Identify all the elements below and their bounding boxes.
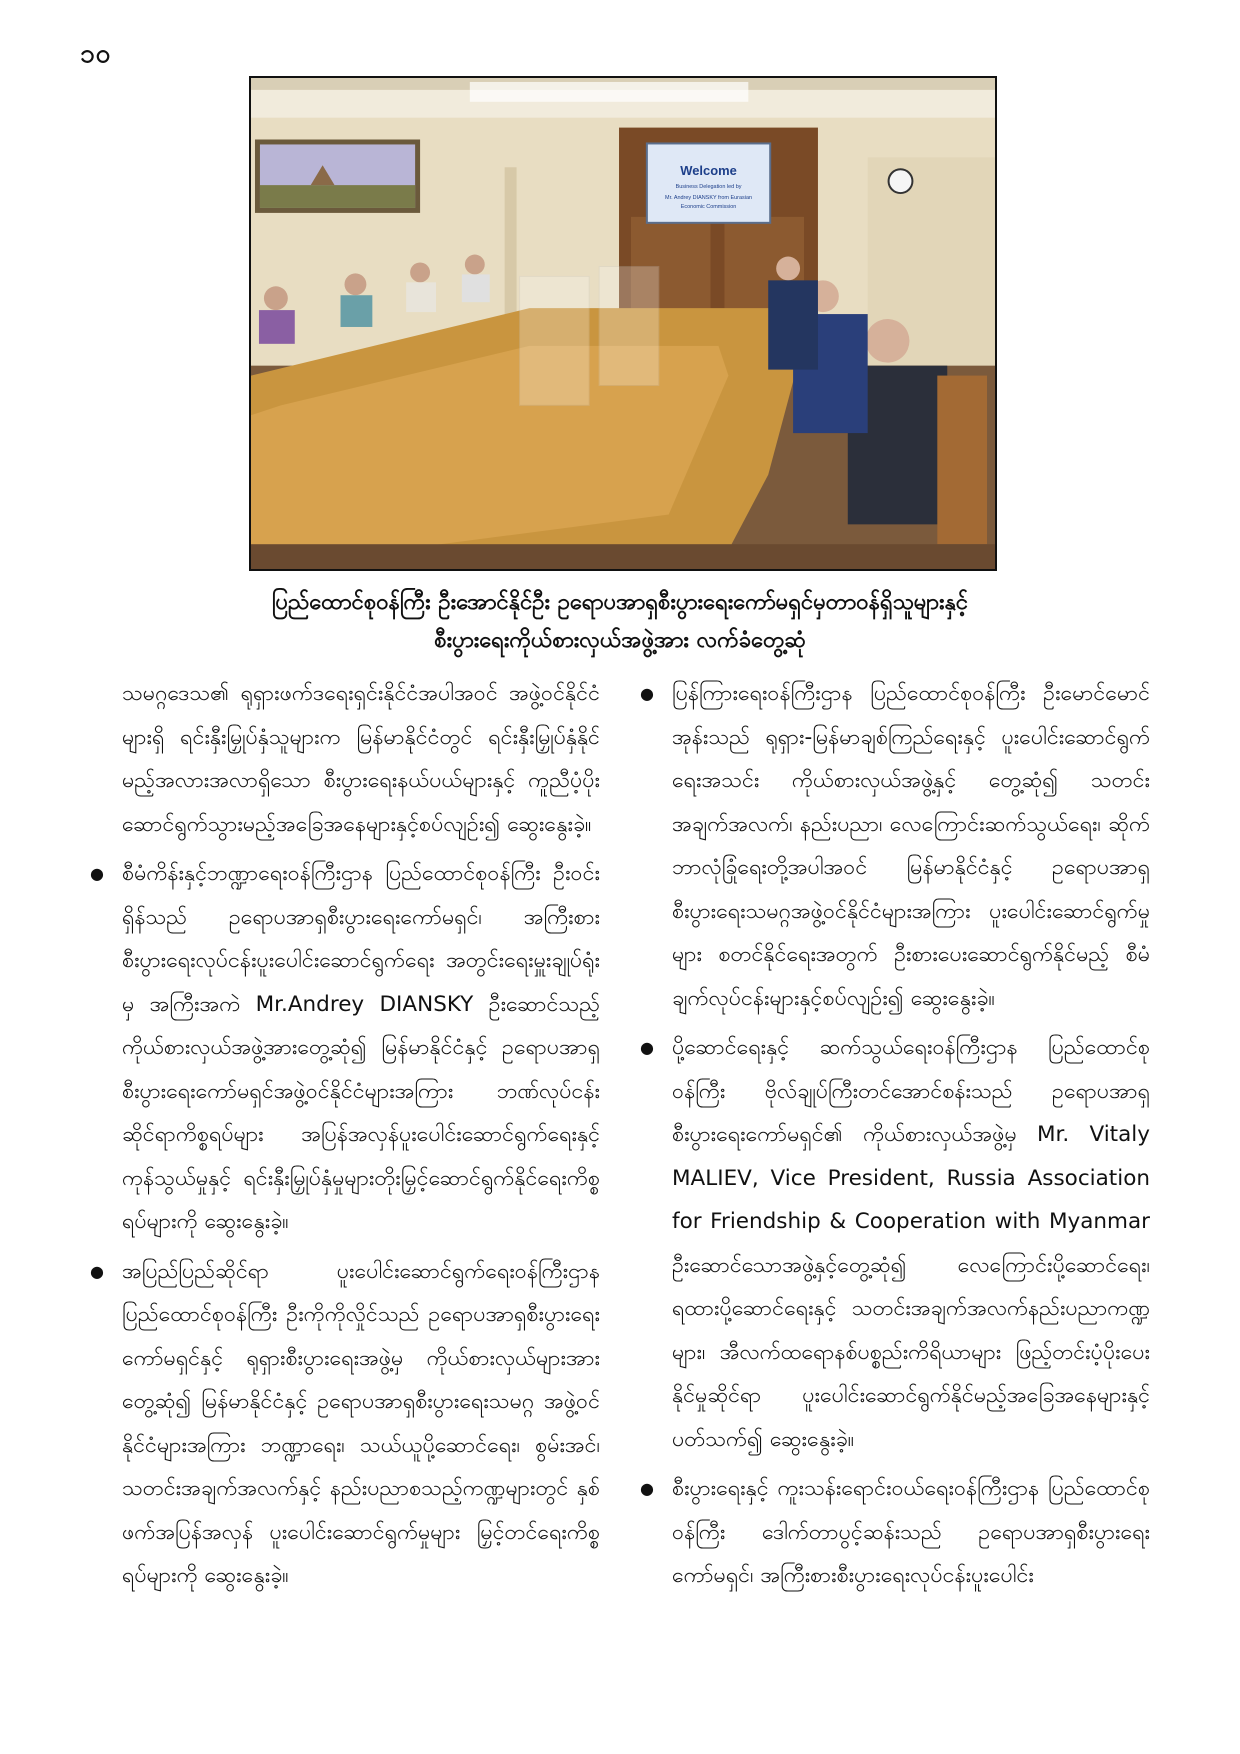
- bullet-paragraph-transport: ● ပို့ဆောင်ရေးနှင့် ဆက်သွယ်ရေးဝန်ကြီးဌာန ပြည်ထောင်စုဝန်ကြီး ဗိုလ်ချုပ်ကြီးတင်အောင်စန်းသည် ဥရောပအာရှစီးပွားရေးကော်မရှင်၏ ကိုယ်စားလှယ်အဖွဲ့မှ Mr. Vitaly MALIEV, Vice President, Russia Association for Friendship & Cooperation with Myanmar ဦးဆောင်သောအဖွဲ့နှင့်တွေ့ဆုံ၍ လေကြောင်းပို့ဆောင်ရေး၊ ရထားပို့ဆောင်ရေးနှင့် သတင်းအချက်အလက်နည်းပညာကဏ္ဍများ၊ အီလက်ထရောနစ်ပစ္စည်းကိရိယာများ ဖြည့်တင်းပံ့ပိုးပေးနိုင်မှုဆိုင်ရာ ပူးပေါင်းဆောင်ရွက်နိုင်မည့်အခြေအနေများနှင့်ပတ်သက်၍ ဆွေးနွေးခဲ့။: [640, 1026, 1150, 1461]
- wall-clock: [889, 169, 913, 193]
- caption-line-2: စီးပွားရေးကိုယ်စားလှယ်အဖွဲ့အား လက်ခံတွေ့ဆုံ: [434, 628, 806, 653]
- bullet-paragraph-planning-finance: ● စီမံကိန်းနှင့်ဘဏ္ဍာရေးဝန်ကြီးဌာန ပြည်ထောင်စုဝန်ကြီး ဦးဝင်းရှိန်သည် ဥရောပအာရှစီးပွားရေးကော်မရှင်၊ အကြီးစားစီးပွားရေးလုပ်ငန်းပူးပေါင်းဆောင်ရွက်ရေး အတွင်းရေးမှူးချုပ်ရုံးမှ အကြီးအကဲ Mr.Andrey DIANSKY ဦးဆောင်သည့်ကိုယ်စားလှယ်အဖွဲ့အားတွေ့ဆုံ၍ မြန်မာနိုင်ငံနှင့် ဥရောပအာရှစီးပွားရေးကော်မရှင်အဖွဲ့ဝင်နိုင်ငံများအကြား ဘဏ်လုပ်ငန်းဆိုင်ရာကိစ္စရပ်များ အပြန်အလှန်ပူးပေါင်းဆောင်ရွက်ရေးနှင့် ကုန်သွယ်မှုနှင့် ရင်းနှီးမြှုပ်နှံမှုများတိုးမြှင့်ဆောင်ရွက်နိုင်ရေးကိစ္စရပ်များကို ဆွေးနွေးခဲ့။: [90, 852, 600, 1244]
- svg-text:Economic Commission: Economic Commission: [680, 203, 737, 210]
- caption-line-1: ပြည်ထောင်စုဝန်ကြီး ဦးအောင်နိုင်ဦး ဥရောပအာရှစီးပွားရေးကော်မရှင်မှတာဝန်ရှိသူများနှင့်: [271, 590, 969, 615]
- photo-caption: [150, 584, 1090, 660]
- right-column: [640, 672, 1150, 1604]
- bullet-paragraph-commerce: ● စီးပွားရေးနှင့် ကူးသန်းရောင်းဝယ်ရေးဝန်ကြီးဌာန ပြည်ထောင်စုဝန်ကြီး ဒေါက်တာပွင့်ဆန်းသည် ဥရောပအာရှစီးပွားရေးကော်မရှင်၊ အကြီးစားစီးပွားရေးလုပ်ငန်းပူးပေါင်း: [640, 1467, 1150, 1598]
- continuation-paragraph: သမဂ္ဂဒေသ၏ ရုရှားဖက်ဒရေးရှင်းနိုင်ငံအပါအဝင် အဖွဲ့ဝင်နိုင်ငံများရှိ ရင်းနှီးမြှုပ်နှံသူများက မြန်မာနိုင်ငံတွင် ရင်းနှီးမြှုပ်နှံနိုင်မည့်အလားအလာရှိသော စီးပွားရေးနယ်ပယ်များနှင့် ကူညီပံ့ပိုးဆောင်ရွက်သွားမည့်အခြေအနေများနှင့်စပ်လျဉ်း၍ ဆွေးနွေးခဲ့။: [122, 681, 600, 837]
- left-column: [90, 672, 600, 1604]
- svg-text:Mr. Andrey DIANSKY from Eurasi: Mr. Andrey DIANSKY from Eurasian: [665, 195, 753, 202]
- meeting-room-illustration: [251, 78, 995, 569]
- page-number: ၁၀: [80, 39, 112, 69]
- bullet-paragraph-information: ● ပြန်ကြားရေးဝန်ကြီးဌာန ပြည်ထောင်စုဝန်ကြီး ဦးမောင်မောင်အုန်းသည် ရုရှား-မြန်မာချစ်ကြည်ရေးနှင့် ပူးပေါင်းဆောင်ရွက်ရေးအသင်း ကိုယ်စားလှယ်အဖွဲ့နှင့် တွေ့ဆုံ၍ သတင်းအချက်အလက်၊ နည်းပညာ၊ လေကြောင်းဆက်သွယ်ရေး၊ ဆိုက်ဘာလုံခြုံရေးတို့အပါအဝင် မြန်မာနိုင်ငံနှင့် ဥရောပအာရှစီးပွားရေးသမဂ္ဂအဖွဲ့ဝင်နိုင်ငံများအကြား ပူးပေါင်းဆောင်ရွက်မှုများ စတင်နိုင်ရေးအတွက် ဦးစားပေးဆောင်ရွက်နိုင်မည့် စီမံချက်လုပ်ငန်းများနှင့်စပ်လျဉ်း၍ ဆွေးနွေးခဲ့။: [640, 672, 1150, 1020]
- meeting-photo: [249, 76, 997, 571]
- bullet-paragraph-international-cooperation: ● အပြည်ပြည်ဆိုင်ရာ ပူးပေါင်းဆောင်ရွက်ရေးဝန်ကြီးဌာန ပြည်ထောင်စုဝန်ကြီး ဦးကိုကိုလှိုင်သည် ဥရောပအာရှစီးပွားရေးကော်မရှင်နှင့် ရုရှားစီးပွားရေးအဖွဲ့မှ ကိုယ်စားလှယ်များအား တွေ့ဆုံ၍ မြန်မာနိုင်ငံနှင့် ဥရောပအာရှစီးပွားရေးသမဂ္ဂ အဖွဲ့ဝင်နိုင်ငံများအကြား ဘဏ္ဍာရေး၊ သယ်ယူပို့ဆောင်ရေး၊ စွမ်းအင်၊ သတင်းအချက်အလက်နှင့် နည်းပညာစသည့်ကဏ္ဍများတွင် နှစ်ဖက်အပြန်အလှန် ပူးပေါင်းဆောင်ရွက်မှုများ မြှင့်တင်ရေးကိစ္စရပ်များကို ဆွေးနွေးခဲ့။: [90, 1250, 600, 1598]
- svg-text:Business Delegation led by: Business Delegation led by: [675, 184, 742, 191]
- svg-text:Welcome: Welcome: [680, 163, 737, 179]
